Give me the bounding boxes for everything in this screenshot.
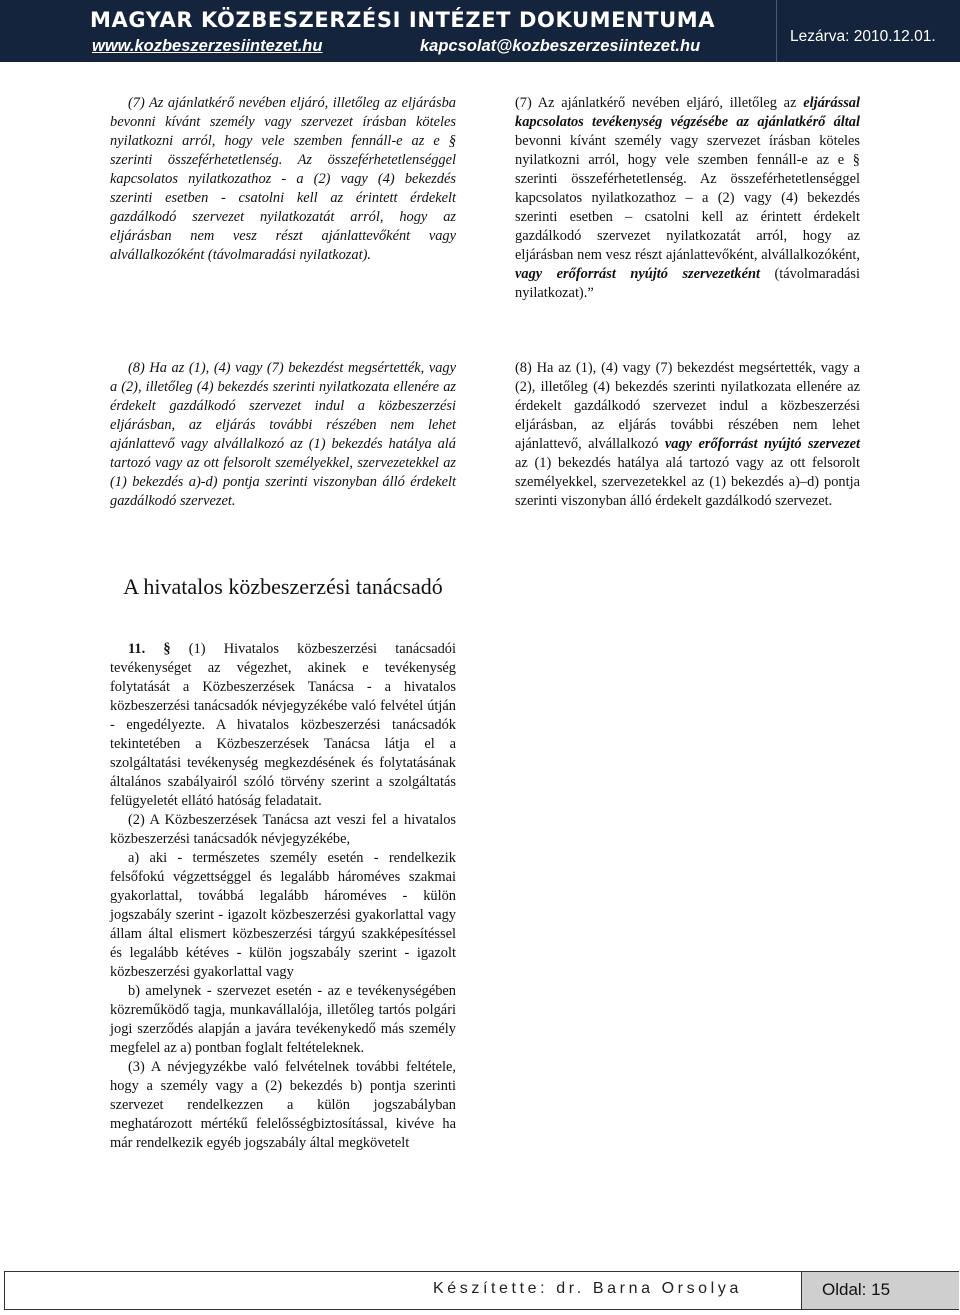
section-heading: A hivatalos közbeszerzési tanácsadó xyxy=(123,574,443,599)
right-p8-part3: az (1) bekezdés hatálya alá tartozó vagy az ott felsorolt személyekkel, szervezetekkel az (1) bekezdés a)–d) pontja szerinti viszonyban álló érdekelt gazdálkodó szervezet. xyxy=(515,455,860,509)
page-number: Oldal: 15 xyxy=(822,1280,891,1299)
left-p7-second: Az összeférhetetlenséggel kapcsolatos nyilatkozathoz - a (2) vagy (4) bekezdés szerinti esetben - csatolni kell az érintett érdekelt gazdálkodó szervezet nyilatkozatát arról, hogy az eljárásban nem vesz részt ajánlattevőként vagy alvállalkozóként (távolmaradási nyilatkozat). xyxy=(110,152,456,263)
section-11-point-b: b) amelynek - szervezet esetén - az e tevékenységében közreműködő tagja, munkavállalója, illetőleg tartós polgári jogi szerződés alapján a javára tevékenykedő más személy megfelel az a) pontban foglalt feltételeknek. xyxy=(110,983,456,1056)
left-paragraph-7 xyxy=(110,94,456,265)
right-p7-part3: bevonni kívánt személy vagy szervezet írásban köteles nyilatkozni arról, hogy vele szemben fennáll-e az e § szerinti összeférhetetlenség. Az összeférhetetlenséggel kapcsolatos nyilatkozathoz – a (2) vagy (4) bekezdés szerinti esetben – csatolni kell az érintett érdekelt gazdálkodó szervezet nyilatkozatát arról, hogy az eljárásban nem vesz részt ajánlattevőként, alvállalkozóként, xyxy=(515,133,860,263)
left-paragraph-8 xyxy=(110,359,456,511)
right-paragraph-8 xyxy=(515,359,860,511)
section-11-para2: (2) A Közbeszerzések Tanácsa azt veszi fel a hivatalos közbeszerzési tanácsadók névjegyzékébe, xyxy=(110,812,456,847)
right-p8-part1: (8) Ha az (1), (4) vagy (7) bekezdést megsértették, vagy a (2), illetőleg (4) bekezdés szerinti nyilatkozata ellenére az érdekelt gazdálkodó szervezet indul a közbeszerzési eljárásban, az eljárás további részében nem lehet ajánlattevő, alvállalkozó xyxy=(515,360,860,452)
section-11 xyxy=(110,640,456,1153)
website-link[interactable]: www.kozbeszerzesiintezet.hu xyxy=(92,37,323,55)
section-11-para1: (1) Hivatalos közbeszerzési tanácsadói tevékenységet az végezhet, akinek e tevékenység folytatását a Közbeszerzések Tanácsa - a hivatalos közbeszerzési tanácsadók névjegyzékébe való felvétel útján - engedélyezte. A hivatalos közbeszerzési tanácsadók tekintetében a Közbeszerzések Tanácsa látja el a szolgáltatási tevékenység megkezdésének és folytatásának általános szabályairól szóló törvény szerint a szolgáltatás felügyeletét ellátó hatóság feladatait. xyxy=(110,641,456,809)
right-p7-part5: (távolmaradási nyilatkozat).” xyxy=(515,266,860,301)
section-11-para3: (3) A névjegyzékbe való felvételnek további feltétele, hogy a személy vagy a (2) bekezdés b) pontja szerinti szervezet rendelkezzen a külön jogszabályban meghatározott mértékű felelősségbiztosítással, kivéve ha már rendelkezik egyéb jogszabály által megkövetelt xyxy=(110,1059,456,1151)
document-title: MAGYAR KÖZBESZERZÉSI INTÉZET DOKUMENTUMA xyxy=(90,8,716,32)
document-footer xyxy=(4,1271,959,1310)
email-address[interactable]: kapcsolat@kozbeszerzesiintezet.hu xyxy=(420,37,701,55)
right-p7-part1: (7) Az ajánlatkérő nevében eljáró, illetőleg az xyxy=(515,95,804,111)
left-p7-first: (7) Az ajánlatkérő nevében eljáró, illetőleg az eljárásba bevonni kívánt személy vagy szervezet írásban köteles nyilatkozni arról, hogy vele szemben fennáll-e az e § szerinti összeférhetetlenség. xyxy=(110,95,456,168)
header-divider xyxy=(776,0,777,62)
closing-date: Lezárva: 2010.12.01. xyxy=(790,28,936,45)
page-number-box xyxy=(801,1272,959,1309)
footer-author: Készítette: dr. Barna Orsolya xyxy=(433,1280,742,1297)
section-11-number: 11. § xyxy=(128,641,171,657)
document-header xyxy=(0,0,960,62)
right-p8-emphasis: vagy erőforrást nyújtó szervezet xyxy=(664,436,860,452)
right-paragraph-7 xyxy=(515,94,860,303)
right-p7-emphasis1: eljárással kapcsolatos tevékenység végzésébe az ajánlatkérő által xyxy=(515,95,860,130)
right-p7-emphasis2: vagy erőforrást nyújtó szervezetként xyxy=(515,266,760,282)
section-11-point-a: a) aki - természetes személy esetén - rendelkezik felsőfokú végzettséggel és legalább hároméves szakmai gyakorlattal, továbbá legalább hároméves - külön jogszabály szerint - igazolt közbeszerzési gyakorlattal vagy állam által elismert közbeszerzési tárgyú szakképesítéssel és legalább kétéves - külön jogszabály szerint - igazolt közbeszerzési gyakorlattal vagy xyxy=(110,850,456,980)
left-p8-text: (8) Ha az (1), (4) vagy (7) bekezdést megsértették, vagy a (2), illetőleg (4) bekezdés szerinti nyilatkozata ellenére az érdekelt gazdálkodó szervezet indul a közbeszerzési eljárásban, az eljárás további részében nem lehet ajánlattevő vagy alvállalkozó az (1) bekezdés hatálya alá tartozó vagy az ott felsorolt személyekkel, szervezetekkel az (1) bekezdés a)-d) pontja szerinti viszonyban álló érdekelt gazdálkodó szervezet. xyxy=(110,360,456,509)
